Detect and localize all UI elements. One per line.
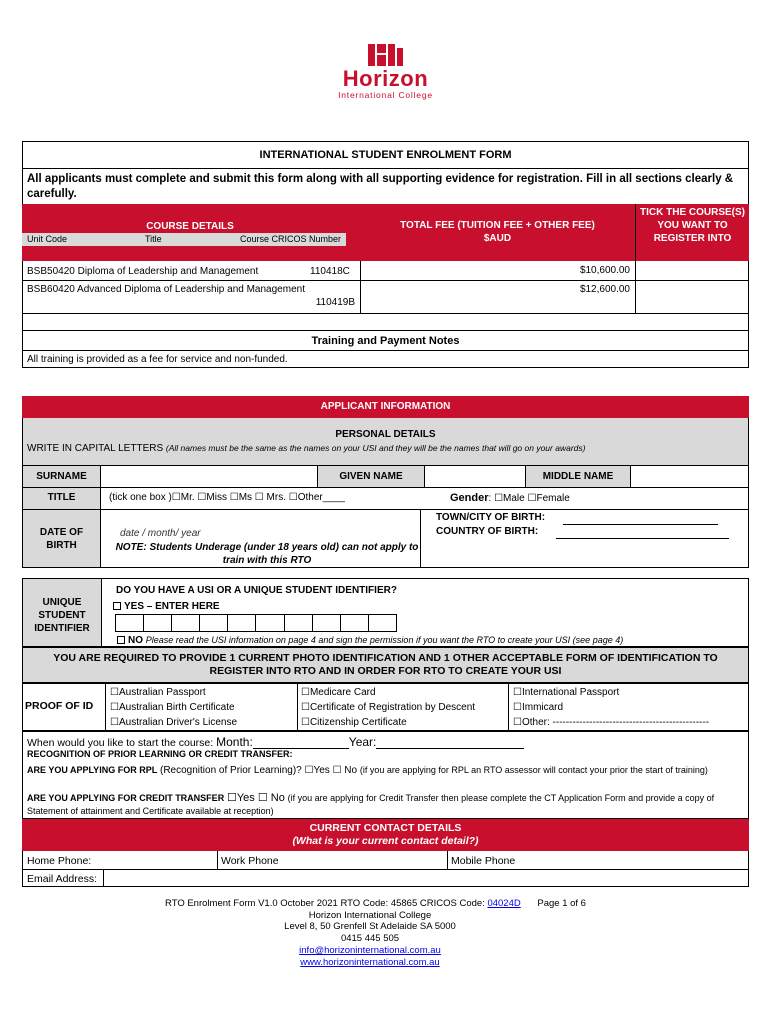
course-row-1-name: BSB50420 Diploma of Leadership and Management [27, 266, 259, 277]
id-birth-cert[interactable]: ☐Australian Birth Certificate [110, 702, 235, 713]
course-row-2-tick[interactable] [636, 281, 748, 313]
col-cricos: Course CRICOS Number [240, 234, 342, 244]
usi-yes-label: YES – ENTER HERE [124, 601, 220, 612]
given-name-label: GIVEN NAME [339, 471, 403, 482]
training-text: All training is provided as a fee for service and non-funded. [27, 354, 288, 365]
dob-note: NOTE: Students Underage (under 18 years old) can not apply to train with this RTO [115, 542, 419, 566]
id-passport-au[interactable]: ☐Australian Passport [110, 687, 206, 698]
gender-options: : ☐Male ☐Female [488, 493, 570, 504]
rpl-question[interactable] [27, 764, 745, 777]
id-medicare[interactable]: ☐Medicare Card [301, 687, 376, 698]
ct-question[interactable] [27, 792, 745, 818]
id-col-2[interactable] [301, 685, 475, 730]
rpl-q1-bold: ARE YOU APPLYING FOR RPL [27, 765, 158, 775]
fee-header-1: TOTAL FEE (TUITION FEE + OTHER FEE) [400, 220, 595, 231]
start-text: When would you like to start the course: [27, 737, 214, 749]
usi-no[interactable] [117, 635, 623, 646]
home-phone-label: Home Phone: [27, 855, 92, 867]
rpl-q1-note: (if you are applying for RPL an RTO assessor will contact your prior the start of training) [359, 765, 708, 775]
footer-page: Page 1 of 6 [537, 898, 586, 909]
id-immicard[interactable]: ☐Immicard [513, 702, 564, 713]
title-label: TITLE [47, 492, 76, 503]
col-unit-code: Unit Code [27, 234, 68, 244]
col-title: Title [145, 234, 162, 244]
course-details-header: COURSE DETAILS [146, 221, 234, 232]
surname-label: SURNAME [36, 471, 87, 482]
course-row-2-name: BSB60420 Advanced Diploma of Leadership and Management [27, 284, 305, 295]
course-row-2-cricos: 110419B [315, 297, 355, 308]
write-caps-line [27, 443, 585, 454]
middle-name-field[interactable] [631, 466, 748, 487]
write-caps: WRITE IN CAPITAL LETTERS [27, 443, 164, 454]
rpl-q2-note: (if you are applying for Credit Transfer then please complete the CT Application Form and provide a copy of Statement of attainment and Certificate available at reception) [27, 793, 715, 816]
course-row-1-fee: $10,600.00 [579, 265, 630, 276]
town-field[interactable] [563, 512, 718, 525]
contact-sub: (What is your current contact detail?) [292, 835, 479, 847]
course-row-1-tick[interactable] [636, 261, 748, 280]
tick-header: TICK THE COURSE(S) YOU WANT TO REGISTER INTO [640, 207, 745, 244]
proof-of-id-label: PROOF OF ID [25, 700, 94, 712]
usi-entry-boxes[interactable] [115, 614, 397, 632]
footer-web [160, 957, 580, 968]
work-phone-label: Work Phone [221, 855, 279, 867]
country-label: COUNTRY OF BIRTH: [436, 526, 539, 537]
contact-header: CURRENT CONTACT DETAILS [309, 822, 462, 834]
given-name-field[interactable] [425, 466, 525, 487]
rpl-header: RECOGNITION OF PRIOR LEARNING OR CREDIT TRANSFER: [27, 749, 293, 759]
id-banner-text: YOU ARE REQUIRED TO PROVIDE 1 CURRENT PHOTO IDENTIFICATION AND 1 OTHER ACCEPTABLE FORM OF IDENTIFICATION TO REGISTER INTO RTO AND IN ORDER FOR RTO TO CREATE YOUR USI [53, 652, 718, 677]
form-title: INTERNATIONAL STUDENT ENROLMENT FORM [259, 149, 512, 161]
footer-rto: RTO Enrolment Form V1.0 October 2021 RTO Code: 45865 CRICOS Code: [165, 898, 485, 909]
dob-hint[interactable]: date / month/ year [120, 528, 201, 539]
rpl-q1-text[interactable]: (Recognition of Prior Learning)? ☐Yes ☐ No [159, 765, 358, 776]
logo-name: Horizon [342, 66, 429, 91]
id-drivers-license[interactable]: ☐Australian Driver's License [110, 717, 238, 728]
gender-line[interactable] [450, 492, 570, 504]
id-col-3[interactable] [513, 685, 709, 730]
cricos-link[interactable]: 04024D [487, 898, 521, 909]
footer-college: Horizon International College [308, 910, 432, 921]
usi-no-label: NO [128, 635, 143, 646]
email-link[interactable]: info@horizoninternational.com.au [299, 945, 441, 956]
start-month-label: Month: [216, 735, 253, 749]
footer-address: Level 8, 50 Grenfell St Adelaide SA 5000 [284, 921, 456, 932]
id-citizenship[interactable]: ☐Citizenship Certificate [301, 717, 407, 728]
course-row-1-cricos: 110418C [310, 266, 350, 277]
dob-label: DATE OF BIRTH [39, 527, 84, 551]
course-row-2-fee: $12,600.00 [579, 284, 630, 295]
logo [318, 42, 453, 100]
usi-question: DO YOU HAVE A USI OR A UNIQUE STUDENT IDENTIFIER? [116, 585, 397, 596]
id-passport-intl[interactable]: ☐International Passport [513, 687, 620, 698]
personal-details-band [23, 418, 748, 465]
footer-phone: 0415 445 505 [340, 933, 400, 944]
id-cert-descent[interactable]: ☐Certificate of Registration by Descent [301, 702, 476, 713]
start-line [27, 735, 524, 749]
mobile-phone-label: Mobile Phone [451, 855, 516, 867]
training-header: Training and Payment Notes [311, 335, 460, 347]
website-link[interactable]: www.horizoninternational.com.au [300, 957, 440, 968]
start-year-label: Year: [348, 735, 377, 749]
gender-label: Gender [450, 492, 489, 504]
personal-details-header: PERSONAL DETAILS [335, 429, 436, 440]
usi-no-checkbox[interactable] [117, 636, 125, 644]
email-label: Email Address: [27, 873, 98, 885]
footer-email [160, 945, 580, 956]
usi-no-note: Please read the USI information on page 4 and sign the permission if you want the RTO to create your USI (see page 4) [145, 635, 624, 645]
rpl-q2-bold: ARE YOU APPLYING FOR CREDIT TRANSFER [27, 793, 225, 803]
title-options[interactable]: (tick one box )☐Mr. ☐Miss ☐Ms ☐ Mrs. ☐Other____ [109, 492, 345, 503]
email-field[interactable] [104, 870, 748, 886]
usi-yes[interactable] [113, 601, 220, 612]
logo-sub: International College [338, 90, 433, 100]
applicant-header: APPLICANT INFORMATION [22, 396, 749, 418]
town-label: TOWN/CITY OF BIRTH: [436, 512, 546, 523]
start-year-field[interactable] [376, 736, 524, 749]
id-other[interactable]: ☐Other: ----------------------------------------------- [513, 717, 710, 728]
surname-field[interactable] [101, 466, 317, 487]
id-col-1[interactable] [110, 685, 237, 730]
usi-label: UNIQUE STUDENT IDENTIFIER [34, 597, 90, 634]
write-caps-note: (All names must be the same as the names on your USI and they will be the names that will go on your awards) [165, 443, 586, 453]
usi-yes-checkbox[interactable] [113, 602, 121, 610]
form-intro: All applicants must complete and submit this form along with all supporting evidence for registration. Fill in all sections clearly & carefully. [27, 173, 734, 200]
rpl-q2-text[interactable]: ☐Yes ☐ No [226, 792, 285, 804]
start-month-field[interactable] [253, 736, 349, 749]
fee-header-2: $AUD [483, 233, 512, 244]
country-field[interactable] [556, 526, 729, 539]
footer-line-1 [165, 898, 586, 909]
middle-name-label: MIDDLE NAME [542, 471, 614, 482]
